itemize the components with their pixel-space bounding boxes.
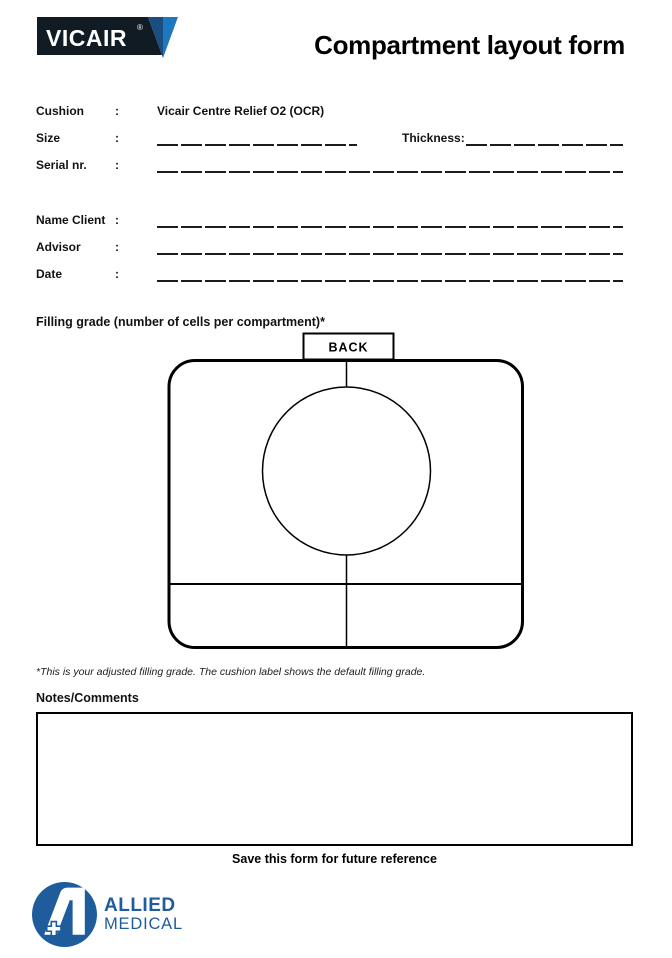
serial-fill-line[interactable]	[157, 171, 623, 173]
allied-wordmark-line1: ALLIED	[104, 895, 176, 917]
field-row-advisor	[36, 240, 633, 256]
date-label: Date	[36, 267, 63, 281]
allied-medical-emblem-icon	[31, 881, 98, 948]
thickness-fill-line[interactable]	[466, 144, 623, 146]
name-client-label: Name Client	[36, 213, 106, 227]
field-row-name-client	[36, 213, 633, 229]
filling-grade-footnote: *This is your adjusted filling grade. The cushion label shows the default filling grade.	[36, 666, 426, 678]
date-separator: :	[115, 267, 119, 281]
cushion-value: Vicair Centre Relief O2 (OCR)	[157, 104, 325, 118]
allied-wordmark-line2: MEDICAL	[104, 915, 183, 934]
size-fill-line[interactable]	[157, 144, 357, 146]
filling-grade-heading: Filling grade (number of cells per compartment)*	[36, 315, 325, 329]
allied-medical-logo	[31, 881, 183, 948]
field-row-serial	[36, 158, 633, 174]
field-row-size	[36, 131, 633, 147]
vicair-logo	[37, 17, 189, 61]
date-fill-line[interactable]	[157, 280, 623, 282]
cushion-compartment-diagram	[160, 332, 540, 652]
advisor-fill-line[interactable]	[157, 253, 623, 255]
thickness-label: Thickness:	[402, 131, 465, 145]
advisor-label: Advisor	[36, 240, 81, 254]
allied-medical-wordmark	[104, 896, 183, 933]
save-instruction: Save this form for future reference	[232, 852, 437, 866]
vicair-logo-text: VICAIR	[46, 25, 127, 51]
vicair-registered-mark: ®	[137, 23, 143, 32]
center-circle-compartment	[263, 387, 431, 555]
name-client-fill-line[interactable]	[157, 226, 623, 228]
notes-input-area[interactable]	[36, 712, 633, 846]
name-client-separator: :	[115, 213, 119, 227]
size-separator: :	[115, 131, 119, 145]
notes-heading: Notes/Comments	[36, 691, 139, 705]
back-label: BACK	[328, 340, 369, 355]
size-label: Size	[36, 131, 61, 145]
vicair-v-icon-right	[163, 17, 178, 58]
cushion-label: Cushion	[36, 104, 84, 118]
field-row-cushion	[36, 104, 633, 120]
cushion-separator: :	[115, 104, 119, 118]
serial-label: Serial nr.	[36, 158, 87, 172]
page-title: Compartment layout form	[314, 30, 625, 60]
advisor-separator: :	[115, 240, 119, 254]
serial-separator: :	[115, 158, 119, 172]
field-row-date	[36, 267, 633, 283]
